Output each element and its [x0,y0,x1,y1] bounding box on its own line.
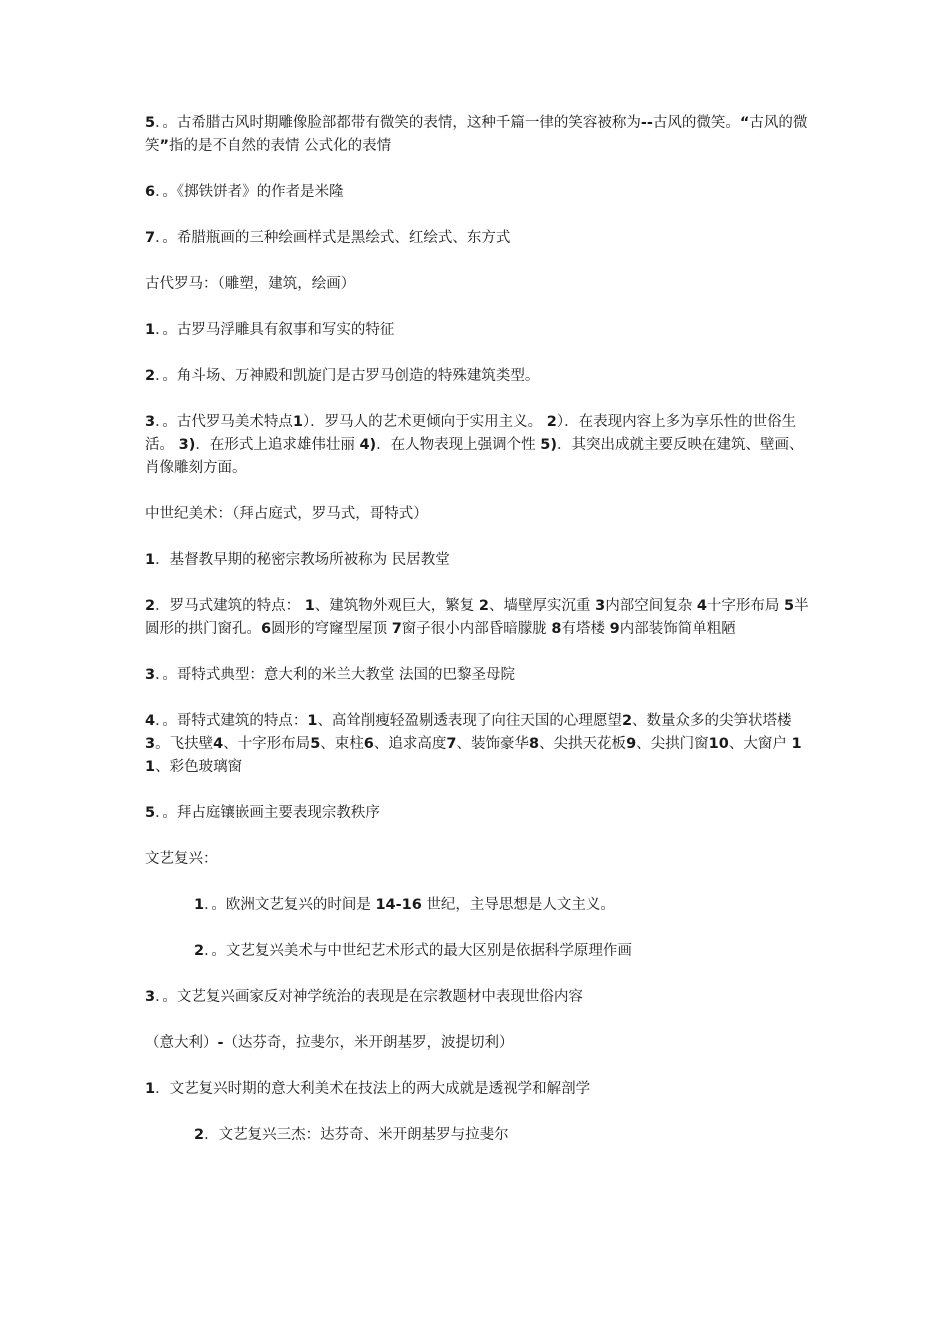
bold-text: 6 [145,184,156,200]
bold-text: 2 [194,943,205,959]
bold-text: 14-16 [375,897,422,913]
bold-text: - [217,1035,224,1051]
text: ．。角斗场、万神殿和凯旋门是古罗马创造的特殊建筑类型。 [155,368,540,384]
text: ．。文艺复兴美术与中世纪艺术形式的最大区别是依据科学原理作画 [204,943,632,959]
paragraph [145,365,810,388]
text: ）．在表现内容上多为享乐性的世俗生活。 [145,414,797,453]
text: 圆形的穹窿型屋顶 [271,621,392,637]
bold-text: 4 [145,713,156,729]
text: ．。拜占庭镶嵌画主要表现宗教秩序 [155,805,380,821]
bold-text: -- [640,115,653,131]
text: 中世纪美术：（拜占庭式，罗马式，哥特式） [145,506,428,522]
bold-text: 1 [145,1081,156,1097]
bold-text: 3 [145,667,156,683]
paragraph [145,1032,810,1055]
bold-text: “ [739,115,750,131]
bold-text: 5 [145,115,156,131]
text: ．在形式上追求雄伟壮丽 [195,437,360,453]
text: 指的是不自然的表情 公式化的表情 [169,138,392,154]
paragraph [145,595,810,641]
paragraph [145,986,810,1009]
text: ．。文艺复兴画家反对神学统治的表现是在宗教题材中表现世俗内容 [155,989,583,1005]
bold-text: 2 [145,598,156,614]
bold-text: 7 [391,621,402,637]
paragraph [145,227,810,250]
paragraph [145,411,810,480]
bold-text: 1 [292,414,303,430]
text: 内部空间复杂 [605,598,697,614]
bold-text: 4 [213,736,224,752]
text: ．基督教早期的秘密宗教场所被称为 民居教堂 [155,552,450,568]
paragraph [145,1124,810,1147]
bold-text: 6 [261,621,272,637]
bold-text: 5 [145,805,156,821]
paragraph [145,503,810,526]
text: 、尖拱天花板 [539,736,627,752]
bold-text: 2 [546,414,557,430]
text: ．在人物表现上强调个性 [376,437,541,453]
text: ．。哥特式建筑的特点： [155,713,308,729]
paragraph [145,894,810,917]
text: 窗子很小内部昏暗朦胧 [401,621,552,637]
text: 、数量众多的尖笋状塔楼 [632,713,792,729]
text: 、高耸削瘦轻盈剔透表现了向往天国的心理愿望 [317,713,622,729]
paragraph [145,664,810,687]
text: ）．罗马人的艺术更倾向于实用主义。 [302,414,547,430]
paragraph [145,802,810,825]
text: 世纪，主导思想是人文主义。 [421,897,615,913]
text: ．文艺复兴时期的意大利美术在技法上的两大成就是透视学和解剖学 [155,1081,591,1097]
bold-text: 1 [194,897,205,913]
bold-text: 10 [708,736,729,752]
text: ．。《掷铁饼者》的作者是米隆 [155,184,344,200]
text: ．。哥特式典型：意大利的米兰大教堂 法国的巴黎圣母院 [155,667,515,683]
text: ．文艺复兴三杰：达芬奇、米开朗基罗与拉斐尔 [204,1127,509,1143]
bold-text: 7 [145,230,156,246]
paragraph [145,549,810,572]
paragraph [145,112,810,158]
text: 十字形布局 [706,598,785,614]
bold-text: 1 [145,552,156,568]
bold-text: 1 [304,598,315,614]
text: 、彩色玻璃窗 [155,759,243,775]
text: 古风的微笑。 [652,115,740,131]
text: 古风的微笑 [145,115,808,154]
bold-text: 1 [307,713,318,729]
text: ．。古罗马浮雕具有叙事和写实的特征 [155,322,395,338]
paragraph [145,848,810,871]
text: 、追求高度 [373,736,447,752]
paragraph [145,710,810,779]
bold-text: 4 [696,598,707,614]
bold-text: 2 [194,1127,205,1143]
text: ．。古代罗马美术特点 [155,414,293,430]
text: 半圆形的拱门窗孔。 [145,598,809,637]
bold-text: 2 [145,368,156,384]
text: ．。欧洲文艺复兴的时间是 [204,897,376,913]
text: （意大利） [145,1035,218,1051]
bold-text: 2 [478,598,489,614]
bold-text: 3 [595,598,606,614]
bold-text: 9 [626,736,637,752]
text: ．。希腊瓶画的三种绘画样式是黑绘式、红绘式、东方式 [155,230,511,246]
paragraph [145,273,810,296]
bold-text: 6 [363,736,374,752]
text: 、墙壁厚实沉重 [489,598,596,614]
bold-text: 7 [446,736,457,752]
bold-text: 3 [145,736,156,752]
paragraph [145,1078,810,1101]
text: 内部装饰简单粗陋 [619,621,736,637]
text: 、尖拱门窗 [636,736,709,752]
text: ．。古希腊古风时期雕像脸部都带有微笑的表情，这种千篇一律的笑容被称为 [155,115,641,131]
text: 古代罗马：（雕塑，建筑，绘画） [145,276,356,292]
paragraph [145,319,810,342]
paragraph [145,181,810,204]
text: 有塔楼 [561,621,610,637]
text: 。飞扶壁 [155,736,214,752]
bold-text: 4) [359,437,377,453]
bold-text: 2 [621,713,633,729]
bold-text: 1 [145,322,156,338]
bold-text: 5 [784,598,795,614]
bold-text: 3) [178,437,196,453]
bold-text: 5) [540,437,557,453]
text: 、建筑物外观巨大，繁复 [314,598,479,614]
bold-text: 9 [609,621,620,637]
bold-text: 5 [310,736,321,752]
bold-text: ” [159,138,170,154]
text: 、十字形布局 [223,736,311,752]
bold-text: 8 [551,621,562,637]
text: 、装饰豪华 [456,736,529,752]
text: （达芬奇，拉斐尔，米开朗基罗，波提切利） [223,1035,514,1051]
bold-text: 8 [528,736,540,752]
bold-text: 11 [145,736,802,775]
text: 文艺复兴： [145,851,218,867]
bold-text: 3 [145,989,156,1005]
document-page [145,112,810,1170]
text: 、大窗户 [728,736,792,752]
paragraph [145,940,810,963]
bold-text: 3 [145,414,156,430]
text: ．罗马式建筑的特点： [155,598,305,614]
text: 、束柱 [320,736,364,752]
text: ．其突出成就主要反映在建筑、壁画、肖像雕刻方面。 [145,437,804,476]
